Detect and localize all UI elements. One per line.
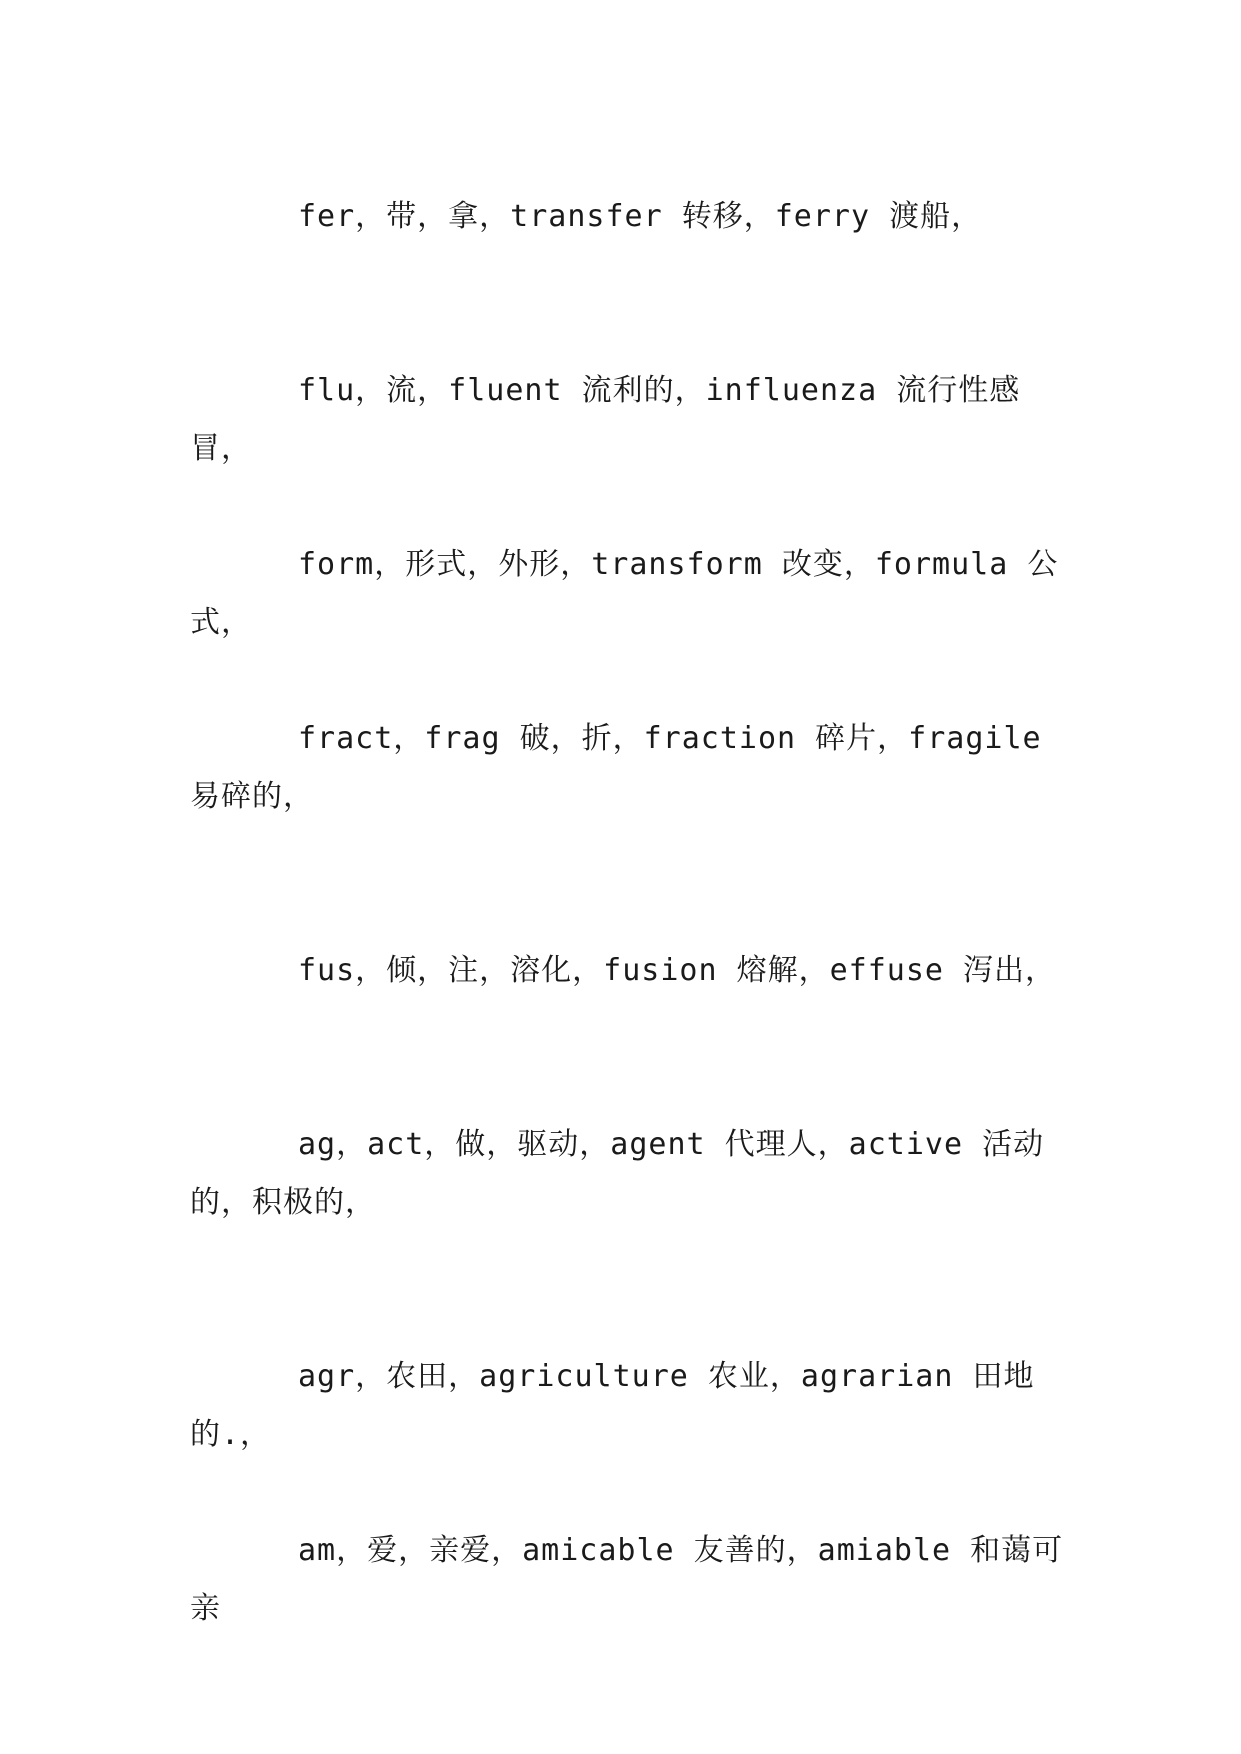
paragraph-fer: fer，带，拿，transfer 转移，ferry 渡船， [298,199,983,234]
paragraph-form: form，形式，外形，transform 改变，formula 公式， [190,547,1059,640]
paragraph-fus: fus，倾，注，溶化，fusion 熔解，effuse 泻出， [298,953,1057,988]
paragraph-agr: agr，农田，agriculture 农业，agrarian 田地的.， [190,1359,1035,1452]
paragraph-ag: ag，act，做，驱动，agent 代理人，active 活动的，积极的， [190,1127,1045,1220]
paragraph-flu: flu，流，fluent 流利的，influenza 流行性感冒， [190,373,1021,466]
paragraph-am: am，爱，亲爱，amicable 友善的，amiable 和蔼可亲 [190,1533,1064,1626]
paragraph-fract: fract，frag 破，折，fraction 碎片，fragile 易碎的， [190,721,1042,814]
